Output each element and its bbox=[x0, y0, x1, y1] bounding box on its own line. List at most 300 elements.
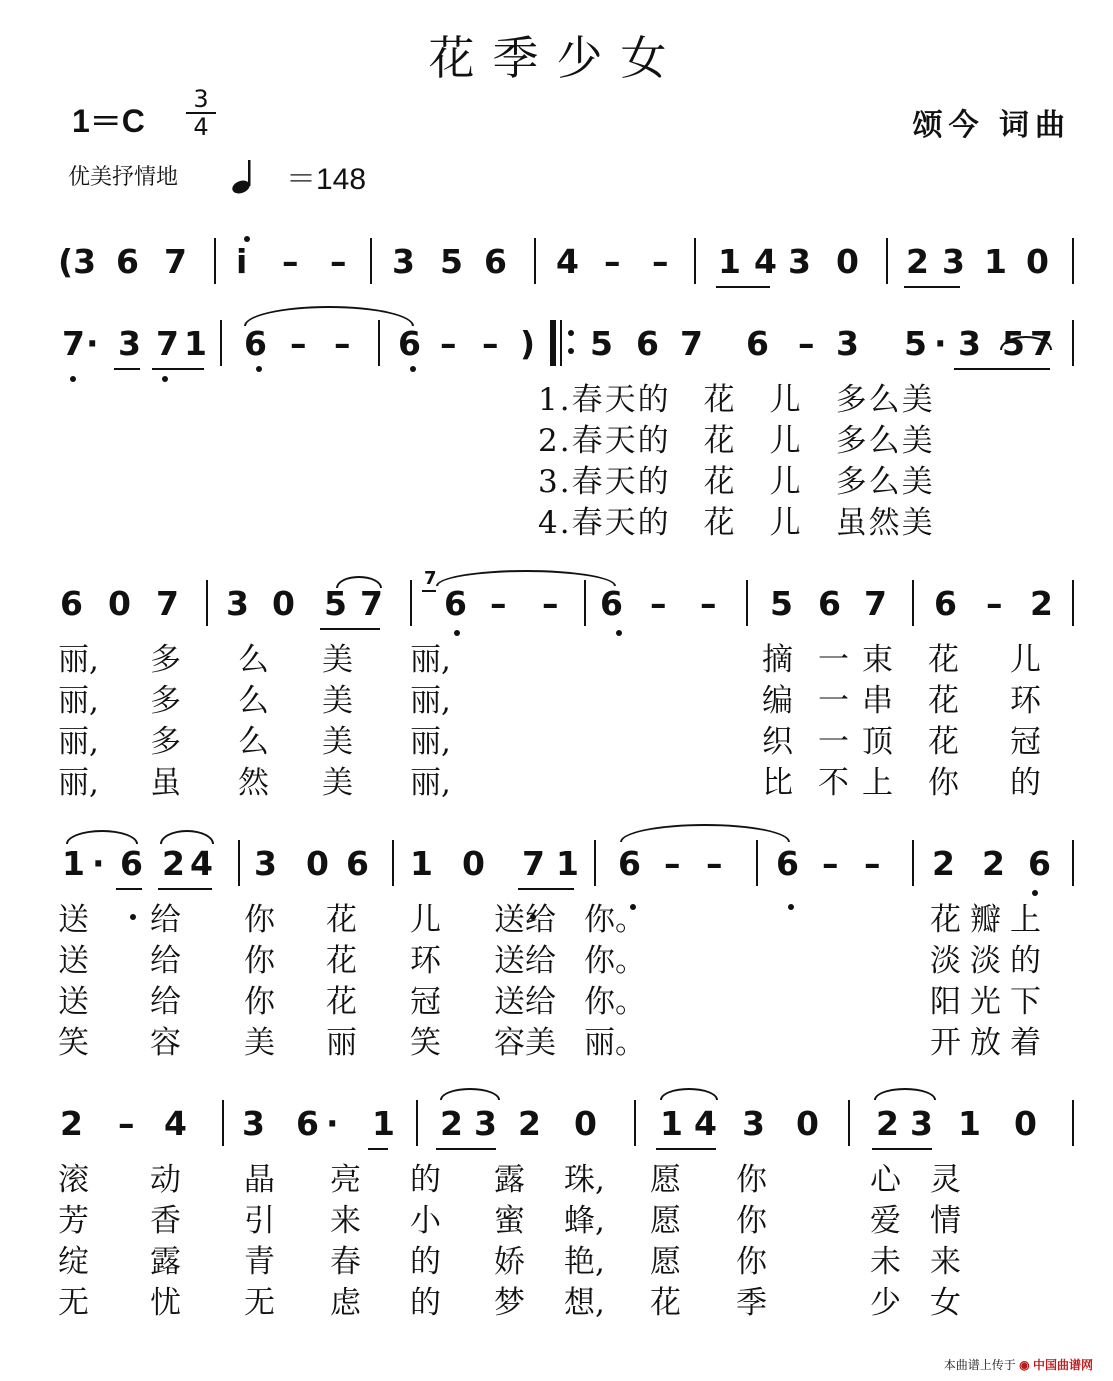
lyric-word: 送给 bbox=[494, 943, 556, 979]
slur bbox=[336, 576, 382, 588]
bpm-value: ＝148 bbox=[286, 163, 367, 196]
lyric-word: 你 bbox=[244, 984, 275, 1020]
note: 3 bbox=[958, 324, 981, 363]
lyric-word: 编 bbox=[762, 683, 793, 719]
lyric-word: 丽, bbox=[410, 765, 451, 801]
lyric-line: 2.春天的 花 儿 多么美 bbox=[538, 423, 935, 459]
lyric-word: 你 bbox=[736, 1244, 767, 1280]
lyric-word: 你。 bbox=[584, 984, 646, 1020]
lyric-word: 着 bbox=[1010, 1025, 1041, 1061]
lyric-word: 你 bbox=[244, 902, 275, 938]
note: 4 bbox=[556, 242, 579, 281]
beam-underline bbox=[368, 1148, 388, 1150]
lyric-word: 阳 bbox=[930, 984, 961, 1020]
lyric-word: 织 bbox=[762, 724, 793, 760]
octave-dot bbox=[410, 366, 416, 372]
note: – bbox=[330, 242, 347, 281]
bar-line bbox=[220, 320, 222, 366]
bar-line bbox=[694, 238, 696, 284]
lyric-word: 冠 bbox=[1010, 724, 1041, 760]
note: · bbox=[326, 1104, 339, 1143]
lyric-word: 美 bbox=[322, 683, 353, 719]
beam-underline bbox=[954, 368, 1050, 370]
lyric-word: 露 bbox=[150, 1244, 181, 1280]
lyric-word: 丽, bbox=[58, 642, 99, 678]
lyric-word: 光 bbox=[970, 984, 1001, 1020]
note: 7 bbox=[680, 324, 703, 363]
slur bbox=[66, 830, 138, 844]
lyric-word: 么 bbox=[238, 724, 269, 760]
note: 1 bbox=[984, 242, 1007, 281]
octave-dot bbox=[256, 366, 262, 372]
lyric-word: 的 bbox=[1010, 943, 1041, 979]
repeat-bar-thick bbox=[550, 320, 556, 366]
note: 5 bbox=[770, 584, 793, 623]
note: – bbox=[490, 584, 507, 623]
note: – bbox=[986, 584, 1003, 623]
lyric-word: 露 bbox=[494, 1162, 525, 1198]
lyric-word: 你 bbox=[736, 1203, 767, 1239]
note: – bbox=[706, 844, 723, 883]
lyric-word: 灵 bbox=[930, 1162, 961, 1198]
lyric-word: 引 bbox=[244, 1203, 275, 1239]
lyric-word: 娇 bbox=[494, 1244, 525, 1280]
note: 4 bbox=[190, 844, 213, 883]
note: – bbox=[652, 242, 669, 281]
note: 6 bbox=[818, 584, 841, 623]
lyric-word: 送给 bbox=[494, 984, 556, 1020]
slur bbox=[620, 824, 790, 842]
note: 0 bbox=[1026, 242, 1049, 281]
bar-line bbox=[912, 840, 914, 886]
lyric-word: 多 bbox=[150, 683, 181, 719]
slur bbox=[660, 1088, 718, 1100]
time-denominator: 4 bbox=[193, 113, 209, 141]
lyric-word: 花 bbox=[928, 683, 959, 719]
lyric-word: 美 bbox=[322, 642, 353, 678]
lyric-word: 瓣 bbox=[970, 902, 1001, 938]
note: – bbox=[700, 584, 717, 623]
note: 3 bbox=[942, 242, 965, 281]
lyric-word: 多 bbox=[150, 642, 181, 678]
note: 2 bbox=[60, 1104, 83, 1143]
lyric-word: 情 bbox=[930, 1203, 961, 1239]
note: 3 bbox=[836, 324, 859, 363]
grace-note: 7 bbox=[424, 568, 437, 589]
note: 3 bbox=[788, 242, 811, 281]
bar-line bbox=[416, 1100, 418, 1146]
lyric-word: 忧 bbox=[150, 1285, 181, 1321]
bar-line bbox=[594, 840, 596, 886]
note: 6 bbox=[244, 324, 267, 363]
upload-credit bbox=[944, 1356, 1093, 1373]
note: 7 bbox=[1030, 324, 1053, 363]
note: – bbox=[282, 242, 299, 281]
note: 5 bbox=[1002, 324, 1025, 363]
bar-line bbox=[1072, 580, 1074, 626]
repeat-dot bbox=[568, 330, 574, 336]
note: 3 bbox=[392, 242, 415, 281]
lyric-word: 淡 bbox=[930, 943, 961, 979]
lyric-word: 给 bbox=[150, 943, 181, 979]
note: 1 bbox=[372, 1104, 395, 1143]
lyric-word: 你 bbox=[244, 943, 275, 979]
lyric-word: 丽。 bbox=[584, 1025, 646, 1061]
bar-line bbox=[392, 840, 394, 886]
bar-line bbox=[222, 1100, 224, 1146]
note: 6 bbox=[120, 844, 143, 883]
lyric-word: 摘 bbox=[762, 642, 793, 678]
lyric-word: 的 bbox=[410, 1244, 441, 1280]
lyric-word: 上 bbox=[1010, 902, 1041, 938]
octave-dot bbox=[130, 914, 136, 920]
note: 0 bbox=[108, 584, 131, 623]
lyric-word: 丽, bbox=[58, 724, 99, 760]
lyric-word: 送 bbox=[58, 984, 89, 1020]
lyric-word: 顶 bbox=[862, 724, 893, 760]
note: 6 bbox=[484, 242, 507, 281]
lyric-word: 不 bbox=[818, 765, 849, 801]
lyric-word: 爱 bbox=[870, 1203, 901, 1239]
beam-underline bbox=[716, 286, 770, 288]
note: 7 bbox=[156, 584, 179, 623]
note: 6 bbox=[296, 1104, 319, 1143]
beam-underline bbox=[872, 1148, 932, 1150]
lyric-word: 一 bbox=[818, 683, 849, 719]
lyric-word: 丽, bbox=[410, 724, 451, 760]
bar-line bbox=[370, 238, 372, 284]
beam-underline bbox=[436, 1148, 496, 1150]
bar-line bbox=[378, 320, 380, 366]
lyric-word: 你。 bbox=[584, 943, 646, 979]
lyric-word: 香 bbox=[150, 1203, 181, 1239]
note: 6 bbox=[116, 242, 139, 281]
lyric-word: 未 bbox=[870, 1244, 901, 1280]
lyric-word: 蜜 bbox=[494, 1203, 525, 1239]
lyric-word: 束 bbox=[862, 642, 893, 678]
note: – bbox=[334, 324, 351, 363]
note: 6 bbox=[746, 324, 769, 363]
lyric-word: 上 bbox=[862, 765, 893, 801]
bar-line bbox=[1072, 840, 1074, 886]
lyric-word: 花 bbox=[326, 902, 357, 938]
lyric-word: 花 bbox=[326, 984, 357, 1020]
lyric-word: 女 bbox=[930, 1285, 961, 1321]
lyric-word: 春 bbox=[330, 1244, 361, 1280]
lyric-word: 花 bbox=[928, 724, 959, 760]
lyric-word: 花 bbox=[930, 902, 961, 938]
lyric-word: 的 bbox=[410, 1162, 441, 1198]
lyric-word: 容 bbox=[150, 1025, 181, 1061]
note: – bbox=[822, 844, 839, 883]
lyric-word: 虽 bbox=[150, 765, 181, 801]
note: 2 bbox=[518, 1104, 541, 1143]
lyric-word: 环 bbox=[1010, 683, 1041, 719]
note: 7 bbox=[864, 584, 887, 623]
note: 5 bbox=[904, 324, 927, 363]
note: 5 bbox=[440, 242, 463, 281]
lyric-word: 青 bbox=[244, 1244, 275, 1280]
lyric-word: 花 bbox=[650, 1285, 681, 1321]
bar-line bbox=[534, 238, 536, 284]
lyric-word: 环 bbox=[410, 943, 441, 979]
slur bbox=[244, 306, 414, 326]
beam-underline bbox=[656, 1148, 716, 1150]
bar-line bbox=[756, 840, 758, 886]
beam-underline bbox=[904, 286, 960, 288]
note: 6 bbox=[398, 324, 421, 363]
site-logo-icon: ◉ bbox=[1019, 1358, 1030, 1372]
lyric-word: 梦 bbox=[494, 1285, 525, 1321]
note: · bbox=[92, 844, 105, 883]
note: 1 bbox=[62, 844, 85, 883]
note: 6 bbox=[444, 584, 467, 623]
lyric-word: 花 bbox=[928, 642, 959, 678]
lyric-word: 你。 bbox=[584, 902, 646, 938]
lyric-word: 串 bbox=[862, 683, 893, 719]
note: 0 bbox=[574, 1104, 597, 1143]
lyric-word: 美 bbox=[322, 724, 353, 760]
lyric-word: 下 bbox=[1010, 984, 1041, 1020]
note: 7 bbox=[164, 242, 187, 281]
lyric-line: 4.春天的 花 儿 虽然美 bbox=[538, 505, 935, 541]
note: 2 bbox=[440, 1104, 463, 1143]
lyric-word: 虑 bbox=[330, 1285, 361, 1321]
bar-line bbox=[214, 238, 216, 284]
note: – bbox=[664, 844, 681, 883]
lyric-word: 季 bbox=[736, 1285, 767, 1321]
slur bbox=[160, 830, 214, 844]
lyric-word: 晶 bbox=[244, 1162, 275, 1198]
lyric-word: 来 bbox=[930, 1244, 961, 1280]
bar-line bbox=[886, 238, 888, 284]
lyric-word: 你 bbox=[928, 765, 959, 801]
note: · bbox=[86, 324, 99, 363]
note: 3 bbox=[474, 1104, 497, 1143]
note: 1 bbox=[718, 242, 741, 281]
note: 3 bbox=[910, 1104, 933, 1143]
octave-dot bbox=[1032, 890, 1038, 896]
bar-line bbox=[746, 580, 748, 626]
lyric-word: 少 bbox=[870, 1285, 901, 1321]
beam-underline bbox=[114, 368, 140, 370]
note: 2 bbox=[982, 844, 1005, 883]
slur bbox=[440, 1088, 500, 1100]
lyric-word: 美 bbox=[244, 1025, 275, 1061]
note: (3 bbox=[58, 242, 97, 281]
bar-line bbox=[912, 580, 914, 626]
author-credit: 颂今 词曲 bbox=[912, 109, 1071, 142]
note: 3 bbox=[242, 1104, 265, 1143]
octave-dot bbox=[454, 630, 460, 636]
note: i bbox=[236, 242, 248, 281]
note: 3 bbox=[742, 1104, 765, 1143]
lyric-word: 愿 bbox=[650, 1244, 681, 1280]
repeat-bar-thin bbox=[560, 320, 562, 366]
bar-line bbox=[206, 580, 208, 626]
lyric-word: 无 bbox=[58, 1285, 89, 1321]
bar-line bbox=[848, 1100, 850, 1146]
note: 3 bbox=[226, 584, 249, 623]
lyric-word: 一 bbox=[818, 642, 849, 678]
lyric-word: 丽, bbox=[410, 642, 451, 678]
lyric-word: 送给 bbox=[494, 902, 556, 938]
site-name: 中国曲谱网 bbox=[1032, 1358, 1093, 1372]
note: 2 bbox=[932, 844, 955, 883]
note: 1 bbox=[410, 844, 433, 883]
bar-line bbox=[238, 840, 240, 886]
beam-underline bbox=[158, 888, 212, 890]
key-signature: 1＝C bbox=[72, 103, 145, 139]
note: 6 bbox=[346, 844, 369, 883]
beam-underline bbox=[116, 888, 142, 890]
note: 2 bbox=[1030, 584, 1053, 623]
lyric-word: 一 bbox=[818, 724, 849, 760]
note: ) bbox=[520, 324, 536, 363]
lyric-word: 容美 bbox=[494, 1025, 556, 1061]
time-signature bbox=[186, 85, 216, 141]
lyric-word: 么 bbox=[238, 642, 269, 678]
note: 7 bbox=[522, 844, 545, 883]
note: 1 bbox=[660, 1104, 683, 1143]
note: 0 bbox=[462, 844, 485, 883]
note: 4 bbox=[164, 1104, 187, 1143]
lyric-word: 心 bbox=[870, 1162, 901, 1198]
note: 4 bbox=[754, 242, 777, 281]
beam-underline bbox=[320, 628, 380, 630]
note: 0 bbox=[796, 1104, 819, 1143]
note: 0 bbox=[836, 242, 859, 281]
tempo-marking: 优美抒情地 bbox=[68, 164, 179, 189]
note: – bbox=[604, 242, 621, 281]
note: – bbox=[118, 1104, 135, 1143]
lyric-word: 美 bbox=[322, 765, 353, 801]
lyric-word: 笑 bbox=[58, 1025, 89, 1061]
note: 2 bbox=[906, 242, 929, 281]
lyric-word: 蜂, bbox=[564, 1203, 605, 1239]
repeat-dot bbox=[568, 348, 574, 354]
lyric-word: 丽 bbox=[326, 1025, 357, 1061]
lyric-word: 亮 bbox=[330, 1162, 361, 1198]
octave-dot bbox=[616, 630, 622, 636]
bar-line bbox=[1072, 320, 1074, 366]
note: 4 bbox=[694, 1104, 717, 1143]
note: 7 bbox=[62, 324, 85, 363]
note: 1 bbox=[556, 844, 579, 883]
note: 5 bbox=[590, 324, 613, 363]
bar-line bbox=[1072, 238, 1074, 284]
note: 6 bbox=[60, 584, 83, 623]
lyric-word: 送 bbox=[58, 902, 89, 938]
quarter-note-icon bbox=[230, 160, 260, 201]
lyric-word: 小 bbox=[410, 1203, 441, 1239]
note: – bbox=[650, 584, 667, 623]
note: 7 bbox=[156, 324, 179, 363]
lyric-word: 的 bbox=[1010, 765, 1041, 801]
lyric-word: 儿 bbox=[1010, 642, 1041, 678]
lyric-word: 无 bbox=[244, 1285, 275, 1321]
note: 0 bbox=[1014, 1104, 1037, 1143]
note: 6 bbox=[618, 844, 641, 883]
lyric-word: 你 bbox=[736, 1162, 767, 1198]
lyric-word: 滚 bbox=[58, 1162, 89, 1198]
bar-line bbox=[584, 580, 586, 626]
note: 5 bbox=[324, 584, 347, 623]
song-title: 花季少女 bbox=[428, 31, 685, 85]
note: · bbox=[934, 324, 947, 363]
slur bbox=[874, 1088, 936, 1100]
octave-dot bbox=[70, 376, 76, 382]
slur bbox=[436, 570, 616, 586]
note: – bbox=[864, 844, 881, 883]
lyric-word: 儿 bbox=[410, 902, 441, 938]
lyric-word: 珠, bbox=[564, 1162, 605, 1198]
note: 0 bbox=[306, 844, 329, 883]
lyric-word: 愿 bbox=[650, 1162, 681, 1198]
lyric-word: 送 bbox=[58, 943, 89, 979]
note: – bbox=[440, 324, 457, 363]
lyric-word: 芳 bbox=[58, 1203, 89, 1239]
note: 6 bbox=[636, 324, 659, 363]
lyric-word: 的 bbox=[410, 1285, 441, 1321]
lyric-word: 丽, bbox=[410, 683, 451, 719]
note: – bbox=[542, 584, 559, 623]
beam-underline bbox=[518, 888, 574, 890]
octave-dot bbox=[244, 236, 250, 242]
note: 1 bbox=[184, 324, 207, 363]
note: 0 bbox=[272, 584, 295, 623]
bar-line bbox=[410, 580, 412, 626]
bar-line bbox=[634, 1100, 636, 1146]
lyric-line: 3.春天的 花 儿 多么美 bbox=[538, 464, 935, 500]
lyric-word: 冠 bbox=[410, 984, 441, 1020]
lyric-word: 多 bbox=[150, 724, 181, 760]
lyric-word: 给 bbox=[150, 984, 181, 1020]
note: 2 bbox=[162, 844, 185, 883]
lyric-word: 绽 bbox=[58, 1244, 89, 1280]
note: – bbox=[798, 324, 815, 363]
note: 3 bbox=[254, 844, 277, 883]
lyric-word: 想, bbox=[564, 1285, 605, 1321]
lyric-word: 丽, bbox=[58, 765, 99, 801]
octave-dot bbox=[788, 904, 794, 910]
lyric-word: 么 bbox=[238, 683, 269, 719]
lyric-word: 花 bbox=[326, 943, 357, 979]
note: 6 bbox=[934, 584, 957, 623]
lyric-word: 比 bbox=[762, 765, 793, 801]
lyric-word: 淡 bbox=[970, 943, 1001, 979]
octave-dot bbox=[162, 376, 168, 382]
note: 1 bbox=[958, 1104, 981, 1143]
note: 7 bbox=[360, 584, 383, 623]
lyric-word: 愿 bbox=[650, 1203, 681, 1239]
note: 3 bbox=[118, 324, 141, 363]
note: 6 bbox=[600, 584, 623, 623]
note: 2 bbox=[876, 1104, 899, 1143]
lyric-word: 然 bbox=[238, 765, 269, 801]
lyric-word: 开 bbox=[930, 1025, 961, 1061]
lyric-word: 放 bbox=[970, 1025, 1001, 1061]
note: – bbox=[290, 324, 307, 363]
note: 6 bbox=[1028, 844, 1051, 883]
upload-credit-text: 本曲谱上传于 bbox=[943, 1358, 1016, 1372]
lyric-word: 笑 bbox=[410, 1025, 441, 1061]
grace-underline bbox=[422, 590, 436, 592]
note: 6 bbox=[776, 844, 799, 883]
lyric-word: 动 bbox=[150, 1162, 181, 1198]
lyric-word: 来 bbox=[330, 1203, 361, 1239]
time-numerator: 3 bbox=[193, 85, 209, 113]
